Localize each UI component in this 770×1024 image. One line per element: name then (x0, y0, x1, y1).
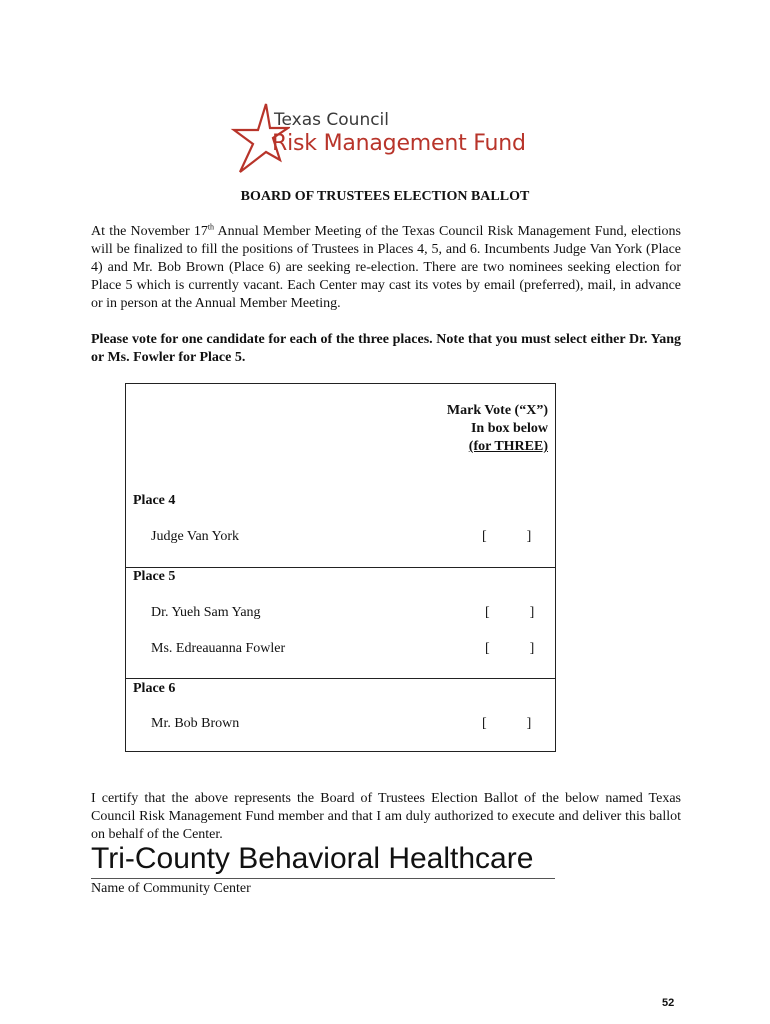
place-divider (126, 678, 555, 679)
vote-box-open: [ (482, 716, 487, 731)
intro-superscript: th (207, 222, 215, 232)
community-center-label: Name of Community Center (91, 881, 251, 896)
ballot-table (125, 383, 556, 752)
mark-vote-header (447, 402, 548, 456)
place-4-label: Place 4 (133, 493, 176, 508)
ballot-title: BOARD OF TRUSTEES ELECTION BALLOT (240, 189, 530, 204)
vote-box-mr-bob-brown[interactable] (482, 716, 531, 732)
place-divider (126, 567, 555, 568)
candidate-judge-van-york: Judge Van York (151, 529, 240, 544)
candidate-mr-bob-brown: Mr. Bob Brown (151, 716, 240, 731)
vote-box-close: ] (529, 605, 535, 620)
mark-vote-header-line-2: In box below (470, 421, 548, 436)
vote-box-close: ] (526, 529, 532, 544)
fund-logo (230, 100, 540, 180)
community-center-name[interactable]: Tri-County Behavioral Healthcare (91, 842, 534, 875)
place-5-label: Place 5 (133, 569, 176, 584)
intro-text-start: At the November 17 (91, 224, 208, 239)
place-6-label: Place 6 (133, 681, 176, 696)
vote-box-open: [ (485, 605, 490, 620)
vote-box-close: ] (526, 716, 532, 731)
logo-line-2: Risk Management Fund (272, 131, 526, 156)
mark-vote-header-line-3: (for THREE) (468, 439, 548, 454)
mark-vote-header-line-1: Mark Vote (“X”) (446, 403, 548, 418)
vote-box-ms-fowler[interactable] (485, 641, 534, 657)
vote-box-close: ] (529, 641, 535, 656)
candidate-dr-yueh-sam-yang: Dr. Yueh Sam Yang (151, 605, 261, 620)
center-name-line (91, 878, 555, 879)
voting-instruction: Please vote for one candidate for each of the three places. Note that you must select either Dr. Yang or Ms. Fowler for Place 5. (91, 332, 681, 365)
page-number: 52 (662, 997, 675, 1009)
vote-box-judge-van-york[interactable] (482, 529, 531, 545)
candidate-ms-edreauanna-fowler: Ms. Edreauanna Fowler (151, 641, 286, 656)
logo-line-1: Texas Council (274, 110, 390, 130)
vote-box-open: [ (482, 529, 487, 544)
intro-text-rest: Annual Member Meeting of the Texas Council Risk Management Fund, elections will be finalized to fill the positions of Trustees in Places 4, 5, and 6. Incumbents Judge Van York (Place 4) and Mr. Bob Brown (Place 6) are seeking re-election. There are two nominees seeking election for Place 5 which is currently vacant. Each Center may cast its votes by email (preferred), mail, in advance or in person at the Annual Member Meeting. (91, 224, 681, 311)
intro-paragraph (91, 223, 681, 313)
vote-box-open: [ (485, 641, 490, 656)
vote-box-dr-yang[interactable] (485, 605, 534, 621)
certification-paragraph: I certify that the above represents the Board of Trustees Election Ballot of the below named Texas Council Risk Management Fund member and that I am duly authorized to execute and deliver this ballot on behalf of the Center. (91, 791, 681, 842)
